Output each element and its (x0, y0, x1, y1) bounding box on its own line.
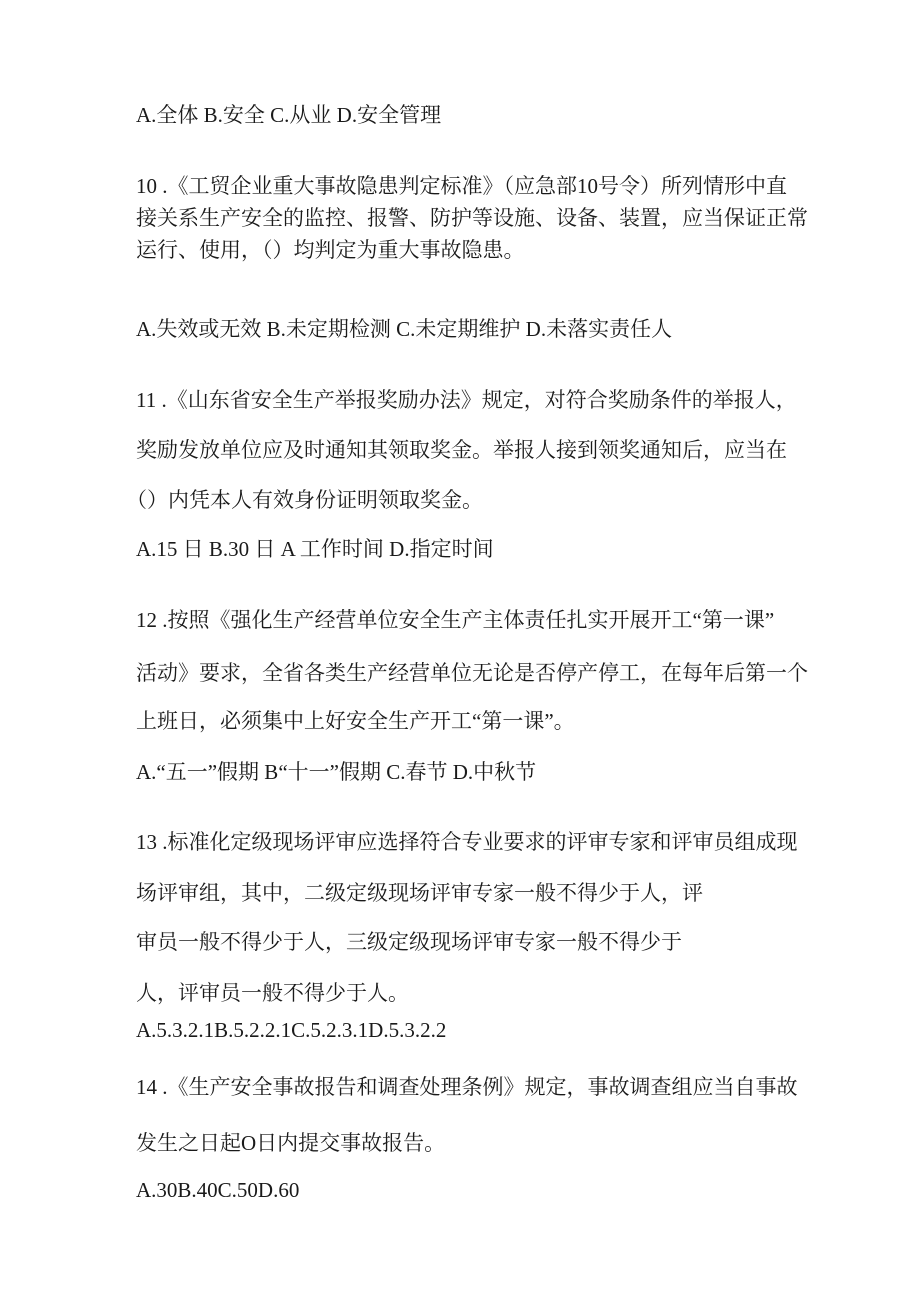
question-text-line: 审员一般不得少于人，三级定级现场评审专家一般不得少于 (136, 930, 682, 954)
question-options: A.失效或无效 B.未定期检测 C.未定期维护 D.未落实责任人 (136, 317, 673, 341)
question-text-line: 场评审组，其中，二级定级现场评审专家一般不得少于人，评 (136, 881, 703, 905)
question-text-line: 活动》要求，全省各类生产经营单位无论是否停产停工，在每年后第一个 (136, 661, 808, 685)
question-options: A.15 日 B.30 日 A 工作时间 D.指定时间 (136, 537, 494, 561)
question-text-line: 运行、使用，（）均判定为重大事故隐患。 (136, 238, 525, 262)
question-text-line: 上班日，必须集中上好安全生产开工“第一课”。 (136, 709, 575, 733)
question-text-line: 10 .《工贸企业重大事故隐患判定标准》（应急部10号令）所列情形中直 (136, 174, 787, 198)
question-text-line: 人，评审员一般不得少于人。 (136, 981, 409, 1005)
question-text-line: 接关系生产安全的监控、报警、防护等设施、设备、装置，应当保证正常 (136, 206, 808, 230)
question-options: A.5.3.2.1B.5.2.2.1C.5.2.3.1D.5.3.2.2 (136, 1018, 447, 1042)
question-text-line: 14 .《生产安全事故报告和调查处理条例》规定，事故调查组应当自事故 (136, 1075, 798, 1099)
prev-question-options: A.全体 B.安全 C.从业 D.安全管理 (136, 103, 442, 127)
question-options: A.“五一”假期 B“十一”假期 C.春节 D.中秋节 (136, 760, 537, 784)
question-text-line: （）内凭本人有效身份证明领取奖金。 (126, 488, 483, 512)
question-text-line: 11 .《山东省安全生产举报奖励办法》规定，对符合奖励条件的举报人， (136, 388, 797, 412)
question-options: A.30B.40C.50D.60 (136, 1178, 300, 1202)
question-text-line: 12 .按照《强化生产经营单位安全生产主体责任扎实开展开工“第一课” (136, 608, 775, 632)
question-text-line: 奖励发放单位应及时通知其领取奖金。举报人接到领奖通知后，应当在 (136, 438, 787, 462)
question-text-line: 13 .标准化定级现场评审应选择符合专业要求的评审专家和评审员组成现 (136, 830, 798, 854)
question-text-line: 发生之日起O日内提交事故报告。 (136, 1131, 446, 1155)
